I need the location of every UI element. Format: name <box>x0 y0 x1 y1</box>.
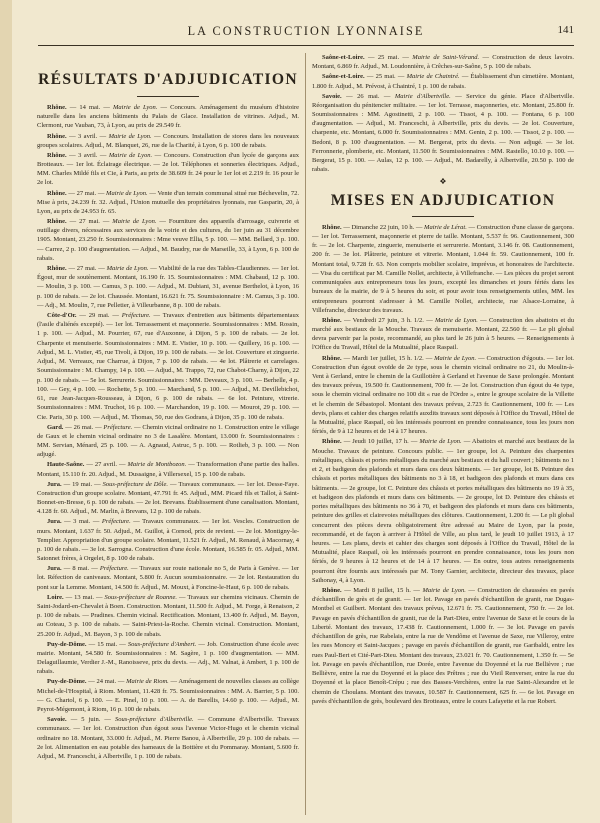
entry-authority: Mairie de Chaintré. <box>406 73 460 81</box>
entry-text: — Commune d'Albertville. Travaux communaux. — 1er lot. Construction d'un égout sous l'avenue Victor-Hugo et le chemin vicinal ordinaire no 18. Montant, 33.000 fr. Adjud., M. Pierre Banou, à Albertville, 29 p. 100 de rabais. — 2e lot. Alimentation en eau potable des hameaux de la Bottière et du Pommaray. Montant, 5.600 fr. Adjud., M. Franceschi, à Albertville, 1 p. 100 de rabais. <box>37 716 299 761</box>
entry-date: — 5 juin. — <box>66 716 115 724</box>
entry-authority: Préfecture. <box>103 423 133 431</box>
entry-text: — Concours. Installation de stores dans les nouveaux groupes scolaires. Adjud., M. Blanquet, 26, rue de la Charité, à Lyon, 6 p. 100 de rabais. <box>37 132 299 149</box>
entry-department: Jura. <box>47 480 62 488</box>
entry-text: — Fourniture des appareils d'arrosage, cuivrerie et outillage divers, nécessaires aux services de la voirie et des cultures, du 1er juin au 31 décembre 1905. Montant, 23.250 fr. Soumissionnaires : Mme veuve Ellia, 5 p. 100. — MM. Bellard, 3 p. 100. — Carrez, 2 p. 100 d'augmentation. — Adjud., M. Baudry, rue de Marseille, 33, à Lyon, 6 p. 100 de rabais. <box>37 218 299 262</box>
entry-authority: Mairie de Lyon. <box>106 189 148 197</box>
entry-date: — 24 mai. — <box>86 678 127 686</box>
entry-department: Rhône. <box>322 438 342 446</box>
list-item <box>37 460 299 478</box>
list-item <box>312 72 574 90</box>
list-item <box>37 593 299 639</box>
entry-date: — Vendredi 27 juin, 3 h. 1/2. — <box>341 316 436 324</box>
entry-date: — 27 mai. — <box>66 264 107 272</box>
entry-text: — Concours. Construction d'un lycée de garçons aux Brotteaux. — 1er lot. Éclairage électrique. — 2e lot. Téléphones et sonneries électriques. Adjud., MM. Charles Mildé fils et Cie, à Paris, au prix de 38.609 fr. 24 pour le 1er lot et 2.219 fr. 16 pour le 2e lot. <box>37 151 299 187</box>
list-item <box>312 53 574 71</box>
entry-date: — 8 mai. — <box>61 565 100 573</box>
entry-text: — Travaux sur route nationale no 5, de Paris à Genève. — 1er lot. Réfection de caniveaux. Montant, 5.800 fr. Aucun soumissionnaire. — 2e lot. Restauration du pont sur la Lemme. Montant, 14.500 fr. Adjud., M. Mouxt, à Foncine-le-Haut, 6 p. 100 de rabais. <box>37 565 299 591</box>
entry-department: Puy-de-Dôme. <box>47 678 87 686</box>
section-title-resultats: RÉSULTATS D'ADJUDICATION <box>38 71 298 88</box>
list-item <box>312 354 574 437</box>
entry-authority: Mairie de Lyon. <box>422 586 466 594</box>
entry-department: Rhône. <box>47 104 67 111</box>
results-list <box>37 103 299 761</box>
entry-department: Rhône. <box>322 223 342 231</box>
list-item <box>37 103 299 131</box>
entry-text: — Concours. Aménagement du muséum d'histoire naturelle dans les anciens bâtiments du Palais de Glace. Installation de vitrines. Adjud., M. Clermont, rue Vauban, 73, à Lyon, au prix de 29.549 fr. <box>37 104 299 130</box>
list-item <box>37 480 299 517</box>
entry-authority: Sous-préfecture d'Albertville. <box>114 716 194 724</box>
entry-department: Jura. <box>47 565 62 573</box>
entry-text: — Transformation d'une partie des halles. Montant, 15.110 fr. 20. Adjud., M. Dussaigne, à Villersexel, 15 p. 100 de rabais. <box>37 461 299 478</box>
entry-date: — Dimanche 22 juin, 10 h. — <box>341 223 425 231</box>
page-number: 141 <box>557 24 574 36</box>
column-right <box>312 53 574 818</box>
page-edge-shadow <box>0 0 12 823</box>
entry-authority: Mairie de Lyon. <box>435 316 478 324</box>
column-left <box>37 53 299 818</box>
entry-text: — Viabilité de la rue des Tables-Claudiennes. — 1er lot. Égout, mur de soutènement. Montant, 16.190 fr. 15. Soumissionnaires : MM. Chabaud, 12 p. 100. — Moulin, 3 p. 100. — Camus, 3 p. 100. — Adjud., M. Dubiani, 31, avenue Berthelot, à Lyon, 16 p. 100 de rabais. — 2e lot. Chaussée. Montant, 16.621 fr. 75. Soumissionnaire : M. Camus, 3 p. 100. — Adj., M. Moulin, 7, rue Pelletier, à Villeurbanne, 8 p. 100 de rabais. <box>37 264 299 309</box>
entry-date: — 14 mai. — <box>66 104 113 111</box>
entry-date: — 25 mai. — <box>364 54 413 61</box>
list-item <box>37 517 299 563</box>
column-divider <box>305 53 306 815</box>
entry-department: Côte-d'Or. <box>47 311 77 319</box>
entry-date: — 26 mai. — <box>63 423 104 431</box>
entry-department: Haute-Saône. <box>47 461 85 469</box>
entry-authority: Mairie de Lyon. <box>434 354 477 362</box>
entry-department: Rhône. <box>47 132 67 140</box>
running-title: LA CONSTRUCTION LYONNAISE <box>187 24 425 38</box>
entry-department: Rhône. <box>322 586 342 594</box>
entry-department: Savoie. <box>47 716 67 724</box>
entry-text: — Job. Construction d'une école avec mairie. Montant, 54.580 fr. Soumissionnaires : M. Sagère, 1 p. 100 d'augmentation. — MM. Delaguillaumie, Verdier J.-M., Ranoisseve, prix du devis. — Adj., M. Valnat, à Ambert, 1 p. 100 de rabais. <box>37 640 299 676</box>
entry-text: — Travaux communaux. — 1er lot. Vescles. Construction de murs. Montant, 1.637 fr. 50. Adjud., M. Guillot, à Cornod, prix de revient. — 2e lot. Montigny-le-Templier. Appropriation d'un groupe scolaire. Montant, 11.521 fr. Adjud., M. Renaud, à Macornay, 4 p. 100 de rabais. — 3e lot. Sarrogna. Construction d'une école. Montant, 16.585 fr. 05. Adjud., MM. Satonnet frères, à Orgelet, 8 p. 100 de rabais. <box>37 518 299 563</box>
entry-authority: Préfecture. <box>99 565 129 573</box>
entry-department: Saône-et-Loire. <box>322 54 365 61</box>
entry-authority: Préfecture. <box>101 518 131 526</box>
entry-department: Rhône. <box>47 218 67 225</box>
entry-text: — Construction des abattoirs et du marché aux bestiaux de la Mouche. Travaux de menuiserie. Montant, 22.560 fr. — Le pli global devra parvenir par la poste, recommandé, au plus tard le 26 juin à 5 heures. — Renseignements à l'Office du Travail, Hôtel de la Mutualité, place Raspail. <box>312 316 574 352</box>
list-item <box>37 640 299 677</box>
entry-authority: Mairie de Lyon. <box>106 264 149 272</box>
entry-authority: Mairie de Riom. <box>126 678 169 686</box>
entry-date: — 29 mai. — <box>76 311 122 319</box>
entry-authority: Mairie d'Albertville. <box>394 92 451 100</box>
list-item <box>312 92 574 175</box>
entry-text: — Travaux sur chemins vicinaux. Chemin de Saint-Jodard-en-Chevalet à Boen. Construction. Montant, 11.500 fr. Adjud., M. Forge, à Renaison, 2 p. 100 de rabais. — Pradines. Chemin vicinal. Rectification. Montant, 13.400 fr. Adjud., M. Bayon, au Coteau, 3 p. 100 de rabais. — Saint-Priest-la-Roche. Chemin vicinal. Construction. Montant, 25.200 fr. Adjud., M. Bayon, 3 p. 100 de rabais. <box>37 593 299 638</box>
ornament-divider: ❖ <box>439 176 447 186</box>
entry-date: — Mardi 1er juillet, 15 h. 1/2. — <box>341 354 435 362</box>
entry-date: — Jeudi 10 juillet, 17 h. — <box>341 438 420 446</box>
entry-text: — Chemin vicinal ordinaire no 1. Construction entre le village de Gaux et le chemin vicinal ordinaire no 3 de Lasalère. Montant, 13.000 fr. Soumissionnaires : MM. Servian, Ménard, 25 p. 100. — A. Agnaud, Astruc, 5 p. 100. — Rotlieb, 3 p. 100. — Non adjugé. <box>37 423 299 459</box>
entry-date: — 27 mai. — <box>66 189 107 197</box>
section-title-mises: MISES EN ADJUDICATION <box>330 191 556 209</box>
list-item <box>312 223 574 315</box>
entry-department: Rhône. <box>47 151 67 159</box>
entry-department: Rhône. <box>47 189 67 197</box>
entry-date: — 19 mai. — <box>61 480 103 488</box>
entry-department: Puy-de-Dôme. <box>47 640 87 648</box>
list-item <box>37 715 299 761</box>
entry-authority: Préfecture. <box>121 311 151 319</box>
entry-text: — Service du génie. Place d'Albertville. Réorganisation du pénitencier militaire. — 1er lot. Terrasse, maçonneries, etc. Montant, 25.800 fr. Soumissionnaires : MM. Agostinetti, 2 p. 100. — Tissot, 4 p. 100. — Fontana, 6 p. 100 d'augmentation. — Adjud., M. Franceschi, à Albertville, prix du devis. — 2e lot. Couverture, charpente, etc. Montant, 6.000 fr. Soumissionnaires : MM. Genin, 2 p. 100. — Tissot, 2 p. 100. — Bedoni, 8 p. 100 d'augmentation. — M. Bergerat, prix du devis. — Non adjugé. — 3e lot. Ferronnerie, plomberie, etc. Montant, 11.500 fr. Soumissionnaires : MM. Rastello, 10.10 p. 100. — Bergerat, 15 p. 100. — Aulas, 12 p. 100. — Adjud., M. Badarelly, à Albertville, 20.50 p. 100 de rabais. <box>312 92 574 174</box>
list-item <box>312 437 574 585</box>
entry-date: — 3 mai. — <box>61 518 102 526</box>
entry-department: Saône-et-Loire. <box>322 73 365 81</box>
entry-date: — 26 mai. — <box>341 92 395 100</box>
list-item <box>37 217 299 263</box>
list-item <box>312 586 574 706</box>
results-list-continued <box>312 53 574 175</box>
list-item <box>37 132 299 150</box>
entry-authority: Sous-préfecture de Dôle. <box>102 480 169 488</box>
entry-text: — Construction d'égouts. — 1er lot. Construction d'un égout ovoïde de 2e type, sous le chemin vicinal ordinaire no 21, du Moulin-à-Vent à Gerland, entre le chemin de la Guillotière à Gerland et l'avenue de Saxe prolongée. Montant des travaux prévus, 19.500 fr. Cautionnement, 700 fr. — 2e lot. Construction d'un égout du 4e type, sous le chemin vicinal ordinaire no 100 dit « rue de l'Ordre », entre le groupe scolaire de la Villette et le chemin de Sébastopol. Montant des travaux prévus, 2.723 fr. Cautionnement, 100 fr. — Les devis, plans et cahier des charges relatifs auxdits travaux sont déposés à l'Office du Travail, Hôtel de la Mutualité, place Raspail, où les intéressés pourront en prendre connaissance, tous les jours non fériés, de 9 à 12 heures et de 14 à 17 heures. <box>312 354 574 436</box>
entry-date: — 13 mai. — <box>63 593 105 601</box>
entry-text: — Travaux communaux. — 1er lot. Desse-Faye. Construction d'un groupe scolaire. Montant, 47.791 fr. 45. Adjud., MM. Picard fils et Tallot, à Saint-Bonnet-en-Bresse, 6 p. 100 de rabais. — 2e lot. Brevans. Établissement d'une canalisation. Montant, 4.128 fr. 60. Adjud., M. Marlin, à Brevans, 12 p. 100 de rabais. <box>37 480 299 516</box>
entry-department: Jura. <box>47 518 62 526</box>
entry-authority: Mairie de Lyon. <box>108 132 152 140</box>
list-item <box>37 423 299 460</box>
entry-department: Savoie. <box>322 92 342 100</box>
entry-authority: Mairie de Lyon. <box>113 104 158 111</box>
entry-date: — 27 mai. — <box>66 218 113 225</box>
list-item <box>37 151 299 188</box>
list-item <box>37 564 299 592</box>
entry-department: Rhône. <box>47 264 67 272</box>
entry-authority: Mairie de Montbozon. <box>127 461 187 469</box>
list-item <box>37 189 299 217</box>
entry-text: — Travaux d'entretien aux bâtiments départementaux (l'asile d'aliénés excepté). — 1er lot. Terrassement et maçonnerie. Soumissionnaires : MM. Rossin, 1 p. 100. — Adjud., M. Pourrier, 67, rue d'Auxonne, à Dijon, 5 p. 100 de rabais. — 2e lot. Charpente et menuiserie. Soumissionnaires : MM. E. Vistier, 10 p. 100. — Quillery, 16 p. 100. — Adjud., M. L. Vistier, 45, rue Tivoli, à Dijon, 19 p. 100 de rabais. — 3e lot. Couverture et zinguerie. Adjud., M. Verreaux, rue Charrue, à Dijon, 7 p. 100 de rabais. — 4e lot. Plâtrerie et carrelages. Soumissionnaire : M. Champy, 14 p. 100. — Adjud., M. Trappo, 72, rue Chabot-Charny, à Dijon, 22 p. 100 de rabais. — 5e lot. Serrurerie. Soumissionnaires : MM. Deveaux, 3 p. 100. — Berhelle, 4 p. 100. — Gey, 4 p. 100. — Rochette, 5 p. 100. — Marchand, 5 p. 100. — Adjud., M. Devillebichot, 61, rue Jean-Jacques-Rousseau, à Dijon, 6 p. 100 de rabais. — 6e lot. Peinture, vitrerie. Soumissionnaires : MM. Truchot, 16 p. 100. — Marchandon, 19 p. 100. — Mourot, 29 p. 100. — Cie. Paris, 30 p. 100. — Adjud., M. Thomas, 50, rue des Godrans, à Dijon, 35 p. 100 de rabais. <box>37 311 299 421</box>
entry-authority: Mairie de Lyon. <box>419 438 462 446</box>
list-item <box>37 677 299 714</box>
entry-date: — 3 avril. — <box>66 132 109 140</box>
entry-department: Gard. <box>47 423 64 431</box>
title-rule <box>412 216 474 217</box>
entry-text: — Vente d'un terrain communal situé rue Béchevelin, 72. Mise à prix, 24.239 fr. 32. Adjud., l'Union mutuelle des propriétaires lyonnais, rue Gasparin, 20, à Lyon, au prix de 24.953 fr. 65. <box>37 189 299 215</box>
header-rule <box>38 45 574 46</box>
entry-department: Rhône. <box>322 354 342 362</box>
entry-text: — Aménagement de nouvelles classes au collège Michel-de-l'Hospital, à Riom. Montant, 11.428 fr. 75. Soumissionnaires : MM. A. Barrier, 5 p. 100. — G. Chartol, 6 p. 100. — E. Pinel, 10 p. 100. — A. de Barellis, 14.60 p. 100. — Adjud., M. Peyrot-Mégemont, à Riom, 16 p. 100 de rabais. <box>37 678 299 714</box>
list-item <box>37 264 299 310</box>
entry-authority: Mairie de Lyon. <box>108 151 153 159</box>
entry-text: — Abattoirs et marché aux bestiaux de la Mouche. Travaux de peinture. Concours public. — 1er groupe, lot A. Peinture des charpentes métalliques, châssis et portes métalliques du marché aux bestiaux et du hall couvert ; bâtiments no 1 et 2, et badigeon des plafonds et murs dans ces deux bâtiments. — 1er groupe, lot B. Peinture des châssis et portes métalliques des bâtiments no 3 à 18, et badigeon des plafonds et murs dans ces bâtiments. — 2e groupe, lot C. Peinture des châssis et portes métalliques des bâtiments no 19 à 35, et badigeon des plafonds et murs dans ces bâtiments. — 2e groupe, lot D. Peinture des châssis et portes métalliques des bâtiments no 36 à 70, et badigeon des plafonds et murs dans ces bâtiments, peinture des grilles et clairevoies métalliques des clôtures. Cautionnement, 1.200 fr. — Le pli global concurrent des pièces devra obligatoirement être adressé au Maire de Lyon, par la poste, recommandé, et de façon à arriver à l'Hôtel de Ville, au plus tard, le jeudi 10 juillet 1913, à 17 heures. — Les plans, devis et cahier des charges sont déposés à l'Office du Travail, Hôtel de la Mutualité, place Raspail, où les intéressés pourront en prendre connaissance, tous les jours non fériés, de 9 heures à 12 heures et de 14 à 17 heures. — En outre, tous autres renseignements pourront être fournis aux intéressés par M. Tony Garnier, architecte, directeur des travaux, place Saïhonay, 4, à Lyon. <box>312 438 574 584</box>
title-rule <box>137 96 199 97</box>
entry-date: — 27 avril. — <box>84 461 128 469</box>
entry-date: — Mardi 8 juillet, 15 h. — <box>341 586 423 594</box>
entry-authority: Mairie de Lérat. <box>424 223 467 231</box>
entry-text: — Établissement d'un cimetière. Montant, 1.800 fr. Adjud., M. Prévost, à Chaintré, 1 p. 100 de rabais. <box>312 73 574 90</box>
entry-date: — 25 mai. — <box>364 73 407 81</box>
entry-text: — Construction d'une classe de garçons. — 1er lot. Terrassement, maçonnerie et pierre de taille. Montant, 5.537 fr. 96. Cautionnement, 300 fr. — 2e lot. Charpente, zinguerie, menuiserie et serrurerie. Montant, 3.146 fr. 08. Cautionnement, 200 fr. — 3e lot. Plâtrerie, peinture et vitrerie. Montant, 1.044 fr. 59. Cautionnement, 100 fr. Montant total, 9.728 fr. 63. Non compris mobilier scolaire, imprévus, et honoraires de l'architecte. — Visa du certificat par M. Camille Nollet, architecte, à Villefranche. — Les pièces du projet seront communiquées aux entrepreneurs tous les jours, excepté les dimanches et jours fériés dans les bureaux de la mairie, de 9 à 5 heures du soir, et pour avoir tous renseignements utiles, MM. les entrepreneurs pourront s'adresser à M. Camille Nollet, architecte, rue Alsace-Lorraine, à Villefranche, directeur des travaux. <box>312 223 574 314</box>
entry-department: Loire. <box>47 593 64 601</box>
entry-text: — Construction de chaussées en pavés d'échantillon de grès et de granit. — 1er lot. Pavage en pavés d'échantillon de granit, rue Dugas-Montbel et Guilbert. Montant des travaux prévus, 12.671 fr. 75. Cautionnement, 750 fr. — 2e lot. Pavage en pavés d'échantillon de granit, rue de la Part-Dieu, entre l'avenue de Saxe et le cours de la Liberté. Montant des travaux, 17.438 fr. Cautionnement, 1.000 fr. — 3e lot. Pavage en pavés d'échantillon de grès, rue Rabelais, entre la rue de Vendôme et l'avenue de Saxe, rue Villeroy, entre les rues Moncey et Saint-Jacques ; pavage en pavés d'échantillon de granit, rue Garibaldi, entre les rues Paul-Bert et Cité-Part-Dieu. Montant des travaux, 23.021 fr. 70. Cautionnement, 1.350 fr. — 5e lot. Pavage en pavés d'échantillon, rue Dorée, entre l'avenue du Doyenné et la rue Bellièvre ; rue Bellièvre, entre la rue du Doyenné et la place des Prêtres ; rue du Vieil Renverser, entre la rue du Doyenné et la place Benoît-Crépu ; rue des Basses-Verchères, entre la rue Saint-Alexandre et le chemin de Choulans. Montant des travaux, 10.587 fr. Cautionnement, 625 fr. — 6e lot. Pavage en pavés d'échantillon de grès, boulevard des Brotteaux, entre le cours Lafayette et la rue Robert. <box>312 586 574 705</box>
entry-authority: Sous-préfecture de Roanne. <box>104 593 177 601</box>
list-item <box>37 311 299 422</box>
entry-date: — 15 mai. — <box>86 640 128 648</box>
entry-department: Rhône. <box>322 316 342 324</box>
entry-authority: Mairie de Saint-Vérand. <box>412 54 480 61</box>
entry-authority: Mairie de Lyon. <box>112 218 157 225</box>
entry-authority: Sous-préfecture d'Ambert. <box>127 640 197 648</box>
entry-date: — 3 avril. — <box>66 151 109 159</box>
tenders-list <box>312 223 574 706</box>
entry-text: — Construction de deux lavoirs. Montant, 6.869 fr. Adjud., M. Loudonnière, à Crêches-sur-Saône, 5 p. 100 de rabais. <box>312 54 574 71</box>
page-header <box>38 24 574 44</box>
list-item <box>312 316 574 353</box>
